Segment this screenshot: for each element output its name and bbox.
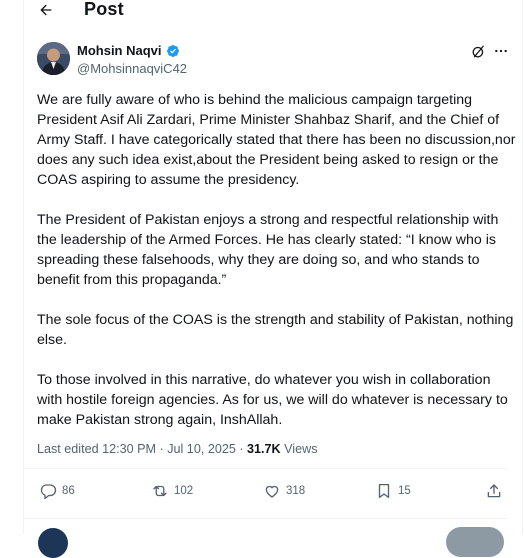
like-count: 318 [286,485,306,497]
post-text [37,90,517,450]
right-column-border [522,0,523,534]
reply-button[interactable] [39,482,75,500]
post-meta [37,442,318,456]
author-handle[interactable]: @MohsinnaqviC42 [77,61,188,76]
grok-icon[interactable] [471,44,486,59]
reply-icon [39,482,57,500]
repost-icon [151,482,169,500]
author-name-row [77,43,180,58]
post-timestamp[interactable]: Last edited 12:30 PM · Jul 10, 2025 · [37,442,248,456]
avatar-image [37,42,70,75]
repost-button[interactable] [151,482,193,500]
arrow-left-icon[interactable] [38,2,54,18]
divider [24,518,508,519]
reply-avatar [38,528,68,558]
like-icon [263,482,281,500]
bookmark-count: 15 [398,485,411,497]
reply-submit-button[interactable] [446,527,504,557]
post-paragraph: To those involved in this narrative, do whatever you wish in collaboration with hostile foreign agencies. As for us, we will do whatever is necessary to make Pakistan strong again, InshAllah. [37,372,508,428]
like-button[interactable] [263,482,305,500]
verified-icon [166,44,180,58]
bookmark-icon [375,482,393,500]
divider [24,468,508,469]
share-button[interactable] [485,482,503,500]
bookmark-button[interactable] [375,482,411,500]
more-icon[interactable] [494,45,508,57]
post-paragraph: The sole focus of the COAS is the strength and stability of Pakistan, nothing else. [37,312,514,348]
repost-count: 102 [174,485,194,497]
left-column-border [23,0,24,534]
page-header [24,0,524,26]
post-paragraph: The President of Pakistan enjoys a strong and respectful relationship with the leadership of the Armed Forces. He has clearly stated: “I know who is spreading these falsehoods, why they are doing so, and who stands to benefit from this propaganda.” [37,212,499,288]
action-bar [37,482,504,504]
share-icon [485,482,503,500]
page-title: Post [84,0,124,19]
post-paragraph: We are fully aware of who is behind the malicious campaign targeting President Asif Ali Zardari, Prime Minister Shahbaz Sharif, and the Chief of Army Staff. I have categorically stated that there has been no discussion,nor does any such idea exist,about the President being asked to resign or the COAS aspiring to assume the presidency. [37,92,516,188]
views-label: Views [280,442,318,456]
author-name[interactable]: Mohsin Naqvi [77,43,162,58]
avatar[interactable] [37,42,70,75]
reply-count: 86 [62,485,75,497]
views-count: 31.7K [247,442,281,456]
